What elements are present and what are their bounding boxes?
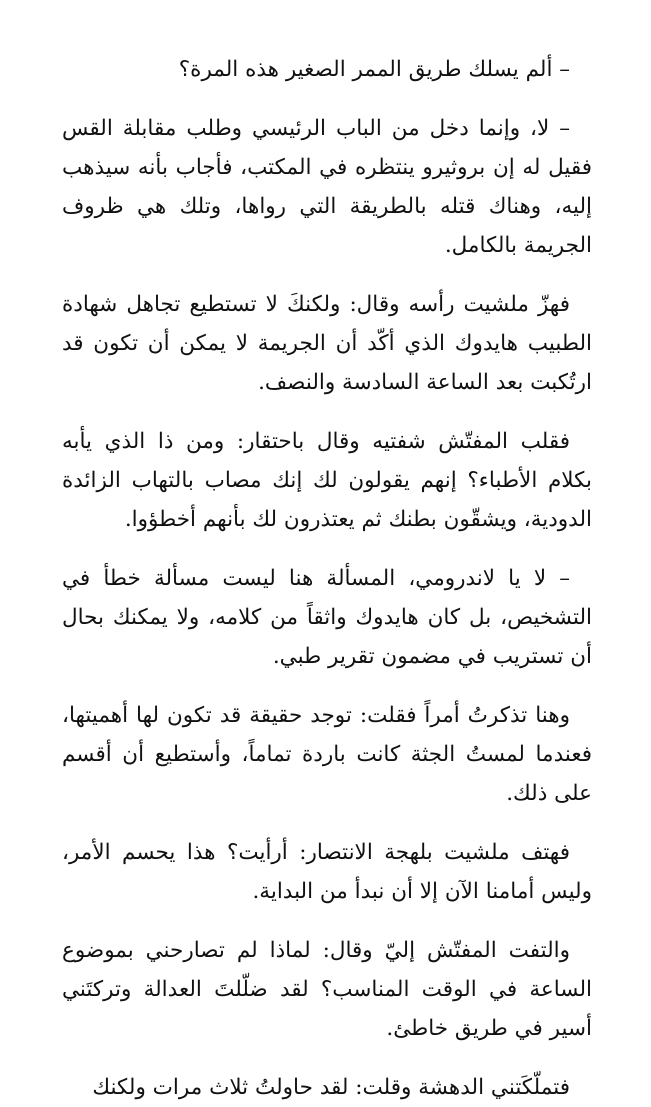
paragraph-7: فهتف ملشيت بلهجة الانتصار: أرأيت؟ هذا يحسم الأمر، وليس أمامنا الآن إلا أن نبدأ من البداية.: [62, 840, 592, 904]
paragraph-5: – لا يا لاندرومي، المسألة هنا ليست مسألة خطأ في التشخيص، بل كان هايدوك واثقاً من كلامه، ولا يمكنك بحال أن تستريب في مضمون تقرير طبي.: [62, 566, 592, 669]
paragraph-4: فقلب المفتّش شفتيه وقال باحتقار: ومن ذا الذي يأبه بكلام الأطباء؟ إنهم يقولون لك إنك مصاب بالتهاب الزائدة الدودية، ويشقّون بطنك ثم يعتذرون لك بأنهم أخطؤوا.: [62, 429, 592, 532]
paragraph-6: وهنا تذكرتُ أمراً فقلت: توجد حقيقة قد تكون لها أهميتها، فعندما لمستُ الجثة كانت باردة تماماً، وأستطيع أن أقسم على ذلك.: [62, 703, 592, 806]
paragraph-2: – لا، وإنما دخل من الباب الرئيسي وطلب مقابلة القس فقيل له إن بروثيرو ينتظره في المكتب، فأجاب بأنه سيذهب إليه، وهناك قتله بالطريقة التي رواها، وتلك هي ظروف الجريمة بالكامل.: [62, 116, 592, 258]
paragraph-3: فهزّ ملشيت رأسه وقال: ولكنكَ لا تستطيع تجاهل شهادة الطبيب هايدوك الذي أكّد أن الجريمة لا يمكن أن تكون قد ارتُكبت بعد الساعة السادسة والنصف.: [62, 292, 592, 395]
paragraph-8: والتفت المفتّش إليّ وقال: لماذا لم تصارحني بموضوع الساعة في الوقت المناسب؟ لقد ضلّلتَ العدالة وتركتَني أسير في طريق خاطئ.: [62, 938, 592, 1041]
paragraph-9: فتملّكَتني الدهشة وقلت: لقد حاولتُ ثلاث مرات ولكنك: [92, 1075, 570, 1100]
book-page: [62, 50, 592, 1107]
paragraph-1: – ألم يسلك طريق الممر الصغير هذه المرة؟: [178, 57, 570, 82]
